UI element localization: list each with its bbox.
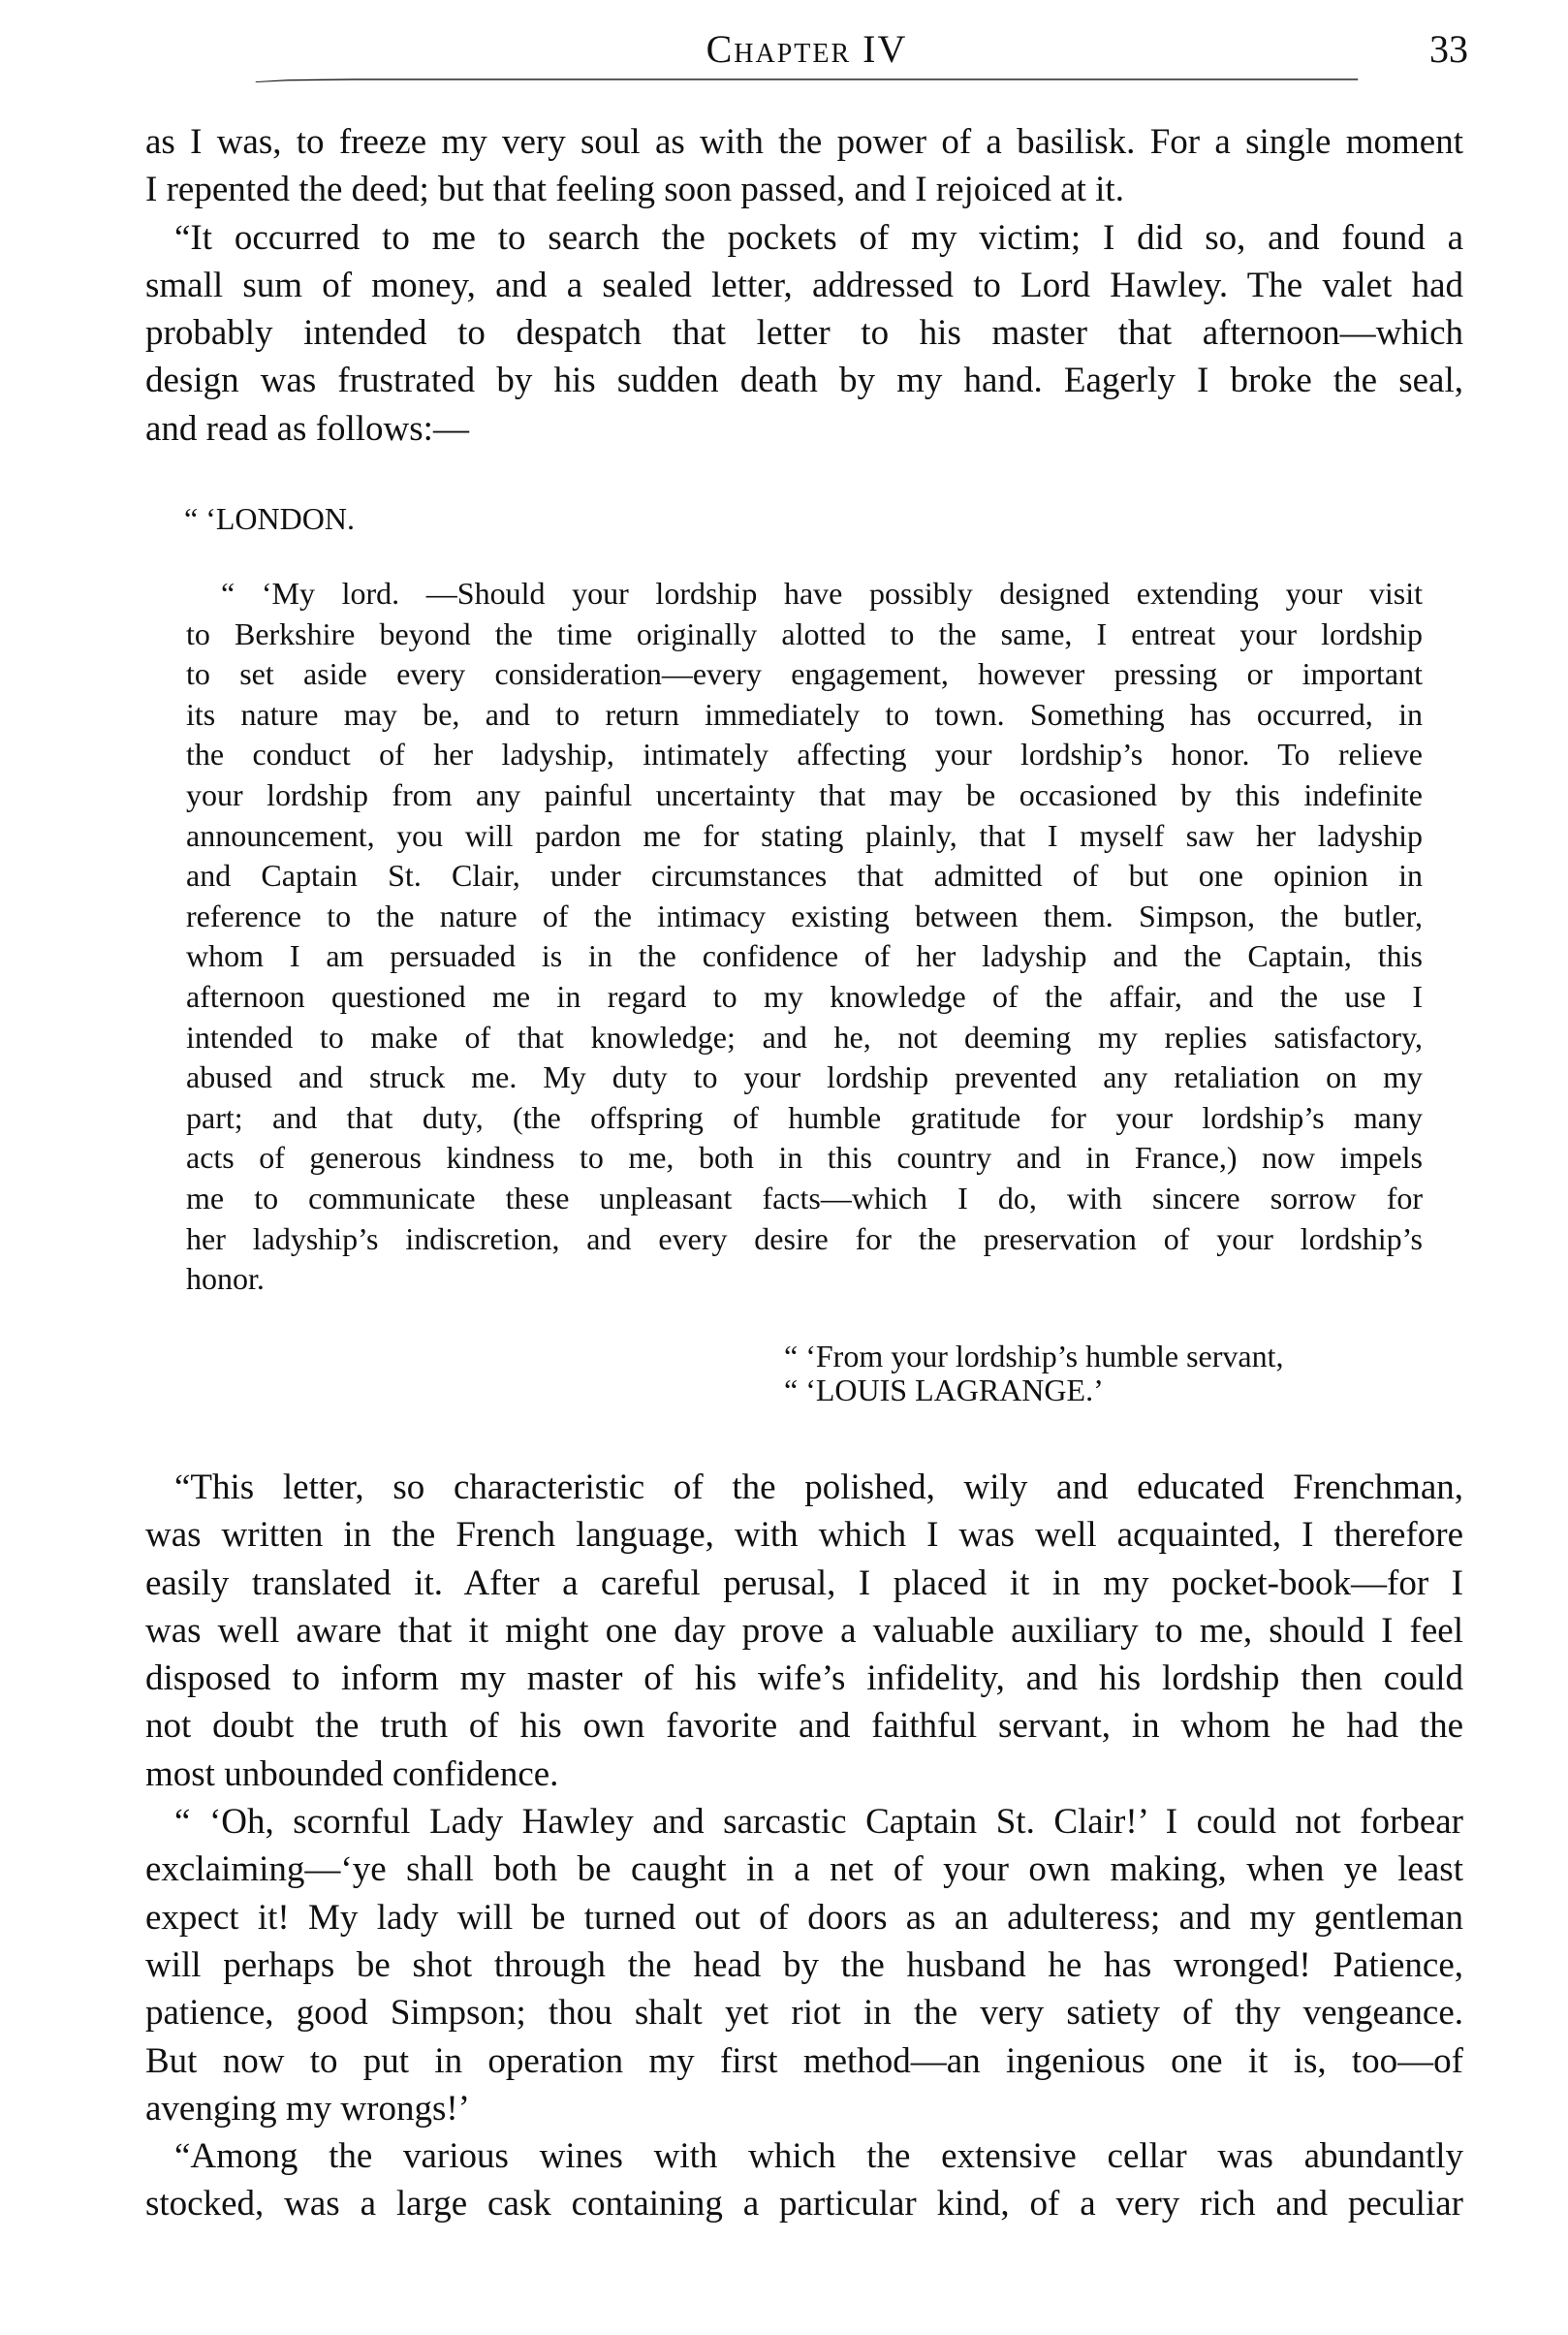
letter-dateline: “ ‘LONDON. — [184, 501, 355, 536]
chapter-title: Chapter IV — [706, 27, 908, 71]
text-line: exclaiming—‘ye shall both be caught in a net of your own making, when ye least — [145, 1849, 1463, 1890]
text-line: avenging my wrongs!’ — [145, 2088, 470, 2129]
text-line: “ ‘Oh, scornful Lady Hawley and sarcastic Captain St. Clair!’ I could not forbear — [174, 1802, 1463, 1843]
letter-signature — [784, 1340, 1283, 1407]
text-line: was well aware that it might one day prove a valuable auxiliary to me, should I feel — [145, 1610, 1463, 1651]
text-line: reference to the nature of the intimacy existing between them. Simpson, the butler, — [186, 898, 1423, 933]
text-line: “ ‘From your lordship’s humble servant, — [784, 1339, 1284, 1373]
text-line: your lordship from any painful uncertainty that may be occasioned by this indefinite — [186, 776, 1423, 812]
text-line: most unbounded confidence. — [145, 1753, 559, 1794]
text-line: its nature may be, and to return immediately to town. Something has occurred, in — [186, 696, 1423, 732]
header-rule — [145, 78, 1468, 82]
text-line: me to communicate these unpleasant facts—which I do, with sincere sorrow for — [186, 1180, 1423, 1215]
text-line: abused and struck me. My duty to your lordship prevented any retaliation on my — [186, 1059, 1423, 1095]
text-line: disposed to inform my master of his wife’s infidelity, and his lordship then could — [145, 1658, 1463, 1699]
text-line: announcement, you will pardon me for stating plainly, that I myself saw her ladyship — [186, 817, 1423, 853]
text-line: and Captain St. Clair, under circumstances that admitted of but one opinion in — [186, 858, 1423, 894]
text-line: stocked, was a large cask containing a particular kind, of a very rich and peculiar — [145, 2184, 1463, 2225]
text-line: honor. — [186, 1261, 265, 1297]
text-line: and read as follows:— — [145, 408, 469, 449]
running-head — [145, 21, 1468, 78]
text-line: small sum of money, and a sealed letter, addressed to Lord Hawley. The valet had — [145, 265, 1463, 305]
text-line: part; and that duty, (the offspring of humble gratitude for your lordship’s many — [186, 1099, 1423, 1135]
text-line: to set aside every consideration—every engagement, however pressing or important — [186, 656, 1423, 692]
text-line: probably intended to despatch that letter to his master that afternoon—which — [145, 313, 1463, 354]
text-line: her ladyship’s indiscretion, and every desire for the preservation of your lordship’s — [186, 1220, 1423, 1256]
text-line: whom I am persuaded is in the confidence of her ladyship and the Captain, this — [186, 938, 1423, 974]
text-line: patience, good Simpson; thou shalt yet riot in the very satiety of thy vengeance. — [145, 1993, 1463, 2034]
text-line: will perhaps be shot through the head by the husband he has wronged! Patience, — [145, 1944, 1463, 1985]
text-line: to Berkshire beyond the time originally alotted to the same, I entreat your lordship — [186, 615, 1423, 651]
text-line: afternoon questioned me in regard to my knowledge of the affair, and the use I — [186, 978, 1423, 1014]
text-line: But now to put in operation my first method—an ingenious one it is, too—of — [145, 2040, 1463, 2081]
page-number: 33 — [1429, 27, 1468, 71]
text-line: design was frustrated by his sudden death by my hand. Eagerly I broke the seal, — [145, 361, 1463, 401]
text-line: the conduct of her ladyship, intimately affecting your lordship’s honor. To relieve — [186, 737, 1423, 773]
text-line: “Among the various wines with which the extensive cellar was abundantly — [174, 2136, 1463, 2177]
text-line: I repented the deed; but that feeling soon passed, and I rejoiced at it. — [145, 170, 1124, 210]
text-line: expect it! My lady will be turned out of doors as an adulteress; and my gentleman — [145, 1897, 1463, 1938]
text-line: acts of generous kindness to me, both in this country and in France,) now impels — [186, 1140, 1423, 1176]
text-line: as I was, to freeze my very soul as with the power of a basilisk. For a single moment — [145, 122, 1463, 162]
text-line: easily translated it. After a careful perusal, I placed it in my pocket-book—for I — [145, 1562, 1463, 1603]
text-line: “It occurred to me to search the pockets of my victim; I did so, and found a — [174, 217, 1463, 258]
text-line: “ ‘My lord. —Should your lordship have possibly designed extending your visit — [221, 576, 1423, 611]
text-line: “This letter, so characteristic of the polished, wily and educated Frenchman, — [174, 1467, 1463, 1507]
body-text-bottom — [145, 1464, 1463, 2228]
body-text-top — [145, 118, 1463, 453]
letter-body — [186, 574, 1423, 1300]
text-line: was written in the French language, with which I was well acquainted, I therefore — [145, 1515, 1463, 1556]
text-line: “ ‘LOUIS LAGRANGE.’ — [784, 1373, 1104, 1407]
text-line: not doubt the truth of his own favorite and faithful servant, in whom he had the — [145, 1706, 1463, 1747]
text-line: intended to make of that knowledge; and he, not deeming my replies satisfactory, — [186, 1019, 1423, 1055]
